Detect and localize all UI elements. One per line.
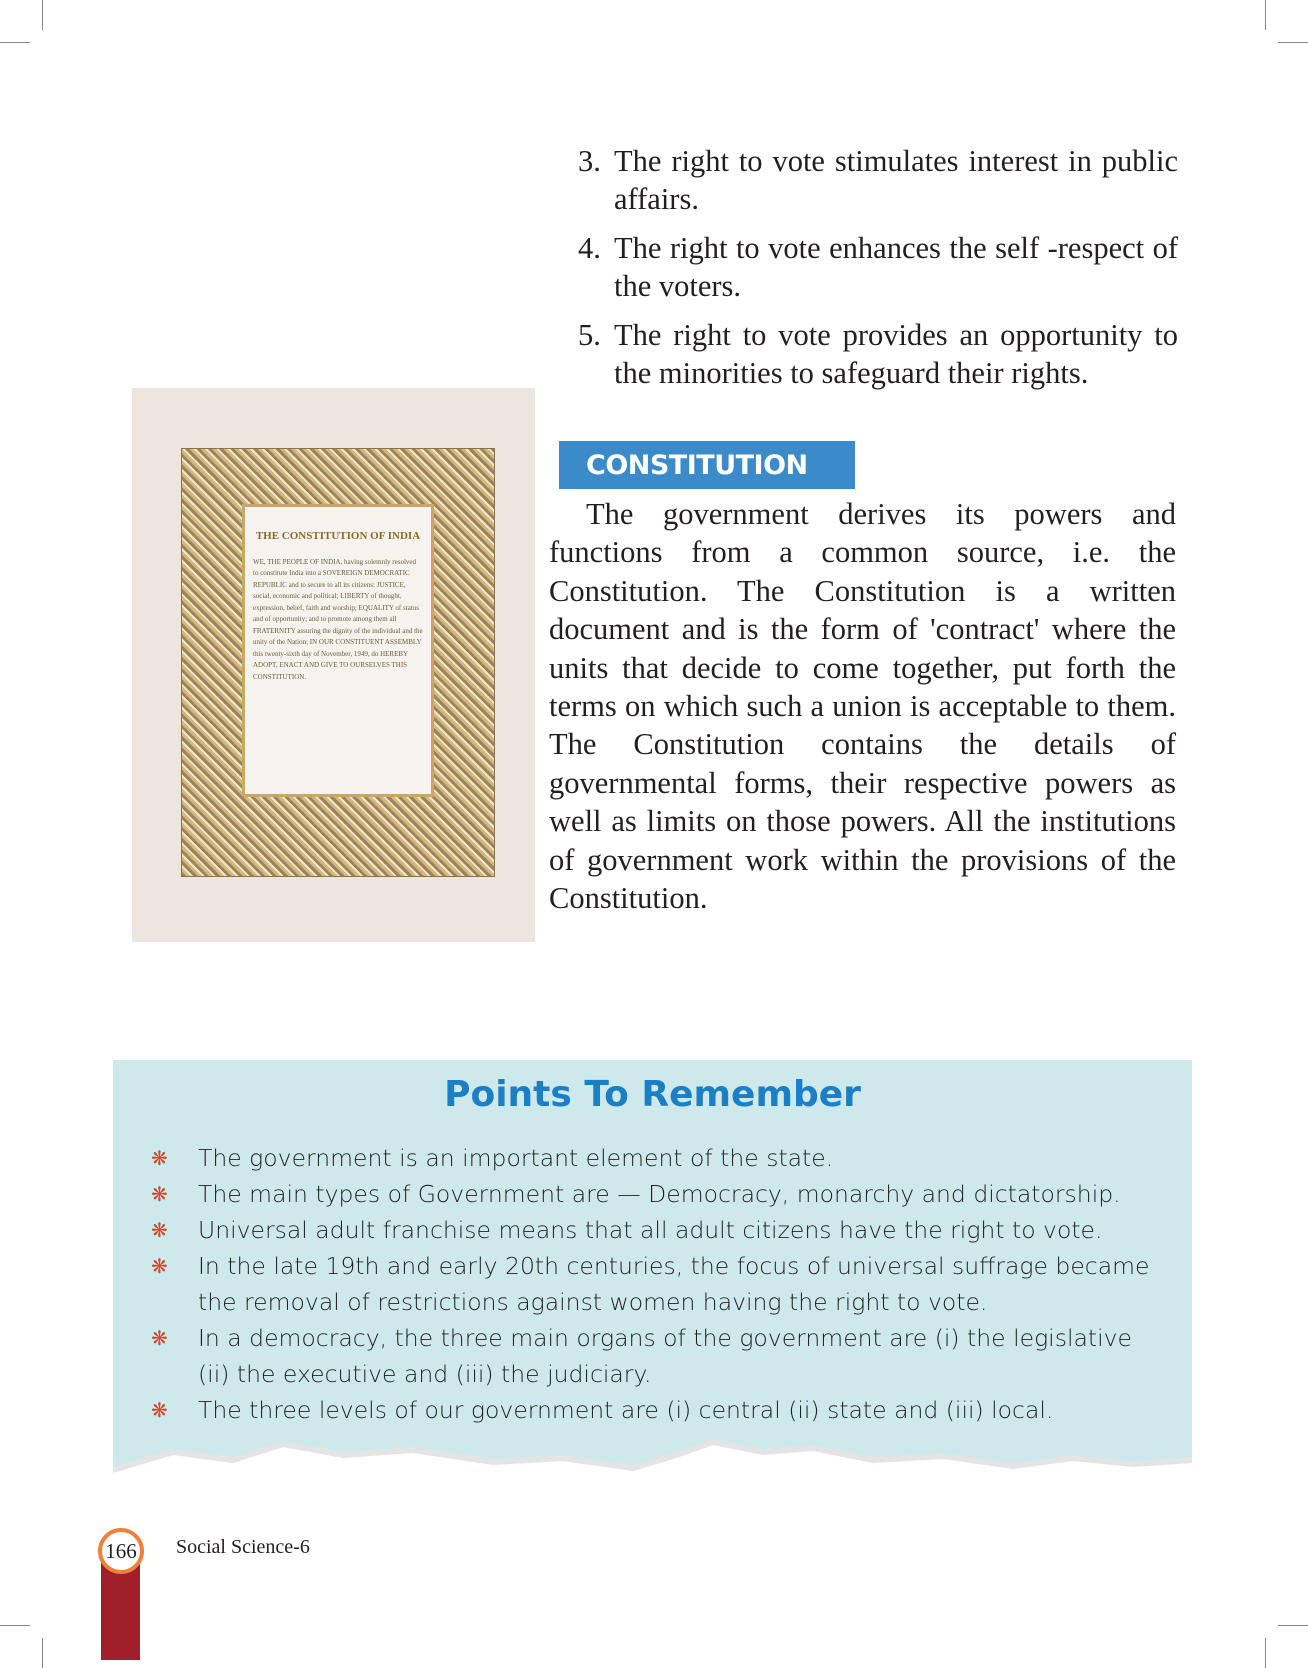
section-heading: CONSTITUTION xyxy=(559,441,855,489)
crop-mark xyxy=(0,42,30,43)
constitution-preamble-image xyxy=(132,388,535,942)
preamble-page xyxy=(242,504,434,797)
ornamental-border xyxy=(181,448,495,877)
list-text: The right to vote enhances the self -respect of the voters. xyxy=(614,231,1178,303)
torn-paper-edge xyxy=(113,1430,1192,1510)
page-number: 166 xyxy=(98,1528,144,1574)
crop-mark xyxy=(1265,1638,1266,1668)
crop-mark xyxy=(0,1625,30,1626)
list-number: 5. xyxy=(578,318,601,352)
flower-bullet-icon: ❋ xyxy=(151,1254,168,1278)
points-list xyxy=(151,1140,1161,1428)
crop-mark xyxy=(1265,0,1266,30)
point-text: The main types of Government are — Democracy, monarchy and dictatorship. xyxy=(198,1180,1121,1208)
point-text: The three levels of our government are (i) central (ii) state and (iii) local. xyxy=(198,1396,1054,1424)
points-to-remember-box xyxy=(113,1060,1192,1490)
point-item xyxy=(151,1176,1161,1212)
voting-benefits-list xyxy=(578,142,1178,403)
list-number: 4. xyxy=(578,231,601,265)
preamble-title: THE CONSTITUTION OF INDIA xyxy=(255,530,421,542)
crop-mark xyxy=(1278,42,1308,43)
point-text: In a democracy, the three main organs of the government are (i) the legislative (ii) the executive and (iii) the judiciary. xyxy=(198,1324,1132,1388)
point-item xyxy=(151,1392,1161,1428)
point-text: In the late 19th and early 20th centuries, the focus of universal suffrage became the removal of restrictions against women having the right to vote. xyxy=(198,1252,1150,1316)
flower-bullet-icon: ❋ xyxy=(151,1146,168,1170)
list-item xyxy=(578,142,1178,218)
point-item xyxy=(151,1320,1161,1392)
book-title: Social Science-6 xyxy=(176,1536,310,1558)
list-text: The right to vote provides an opportunity to the minorities to safeguard their rights. xyxy=(614,318,1178,390)
crop-mark xyxy=(42,0,43,30)
point-item xyxy=(151,1140,1161,1176)
point-text: Universal adult franchise means that all adult citizens have the right to vote. xyxy=(198,1216,1103,1244)
point-item xyxy=(151,1248,1161,1320)
list-item xyxy=(578,316,1178,392)
points-title: Points To Remember xyxy=(444,1074,861,1115)
crop-mark xyxy=(1278,1625,1308,1626)
list-item xyxy=(578,229,1178,305)
flower-bullet-icon: ❋ xyxy=(151,1326,168,1350)
flower-bullet-icon: ❋ xyxy=(151,1182,168,1206)
list-number: 3. xyxy=(578,144,601,178)
flower-bullet-icon: ❋ xyxy=(151,1218,168,1242)
list-text: The right to vote stimulates interest in public affairs. xyxy=(614,144,1178,216)
crop-mark xyxy=(42,1638,43,1668)
point-item xyxy=(151,1212,1161,1248)
flower-bullet-icon: ❋ xyxy=(151,1398,168,1422)
preamble-text: WE, THE PEOPLE OF INDIA, having solemnly resolved to constitute India into a SOVEREIGN DEMOCRATIC REPUBLIC and to secure to all its citizens: JUSTICE, social, economic and political; LIBERTY of thought, expression, belief, faith and worship; EQUALITY of status and of opportunity; and to promote among them all FRATERNITY assuring the dignity of the individual and the unity of the Nation; IN OUR CONSTITUENT ASSEMBLY this twenty-sixth day of November, 1949, do HEREBY ADOPT, ENACT AND GIVE TO OURSELVES THIS CONSTITUTION. xyxy=(253,557,423,681)
point-text: The government is an important element of the state. xyxy=(198,1144,834,1172)
constitution-paragraph: The government derives its powers and functions from a common source, i.e. the Constitution. The Constitution is a written document and is the form of 'contract' where the units that decide to come together, put forth the terms on which such a union is acceptable to them. The Constitution contains the details of governmental forms, their respective powers as well as limits on those powers. All the institutions of government work within the provisions of the Constitution. xyxy=(549,497,1176,916)
